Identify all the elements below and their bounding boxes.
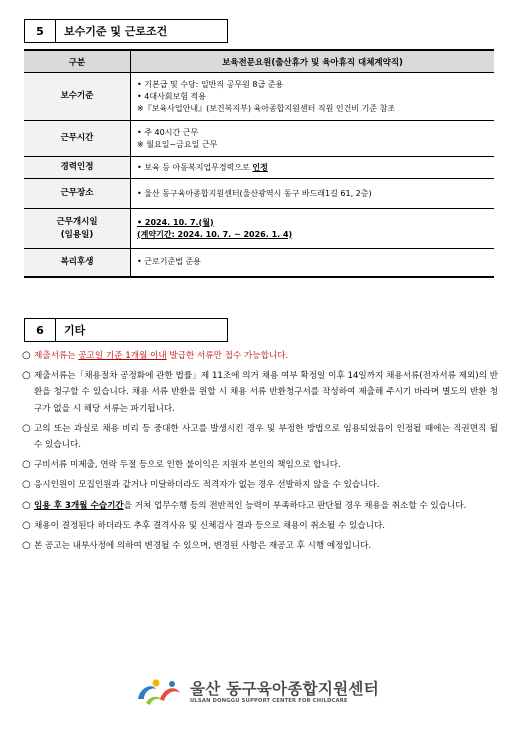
- note-text: 구비서류 미제출, 연락 두절 등으로 인한 불이익은 지원자 본인의 책임으로 합니다.: [34, 460, 341, 471]
- logo-mark-icon: [134, 677, 184, 707]
- row-label: 복리후생: [24, 249, 131, 277]
- value-line: • 4대사회보험 적용: [137, 91, 494, 103]
- table-row: [24, 73, 494, 121]
- note-text: 제출서류는「채용절차 공정화에 관한 법률」제 11조에 의거 채용 여부 확정일 이후 14일까지 채용서류(전자서류 제외)의 반환을 청구할 수 있습니다. 채용 서류 반환을 원할 시 채용 서류 반환청구서를 작성하여 제출해 주시기 바라며 별도의 반환 청구가 없을 시 해당 서류는 파기됩니다.: [34, 371, 498, 414]
- note-text: 본 공고는 내부사정에 의하여 변경될 수 있으며, 변경된 사항은 재공고 후 시행 예정입니다.: [34, 541, 372, 552]
- note-text: [34, 498, 498, 514]
- circle-bullet-icon: ○: [22, 519, 31, 531]
- row-value: [131, 121, 495, 157]
- row-value: [131, 157, 495, 179]
- row-value: [131, 179, 495, 209]
- table-row: [24, 249, 494, 277]
- header-position: 보육전문요원(출산휴가 및 육아휴직 대체계약직): [131, 50, 495, 73]
- list-item: [22, 518, 498, 534]
- value-line: • 주 40시간 근무: [137, 127, 494, 139]
- section-title: 보수기준 및 근로조건: [56, 19, 228, 43]
- value-line: • 기본급 및 수당: 일반직 공무원 8급 준용: [137, 79, 494, 91]
- section-6-heading: [24, 318, 228, 342]
- section-title: 기타: [56, 318, 228, 342]
- value-line: ※『보육사업안내』(보건복지부) 육아종합지원센터 직원 인건비 기준 참조: [137, 103, 396, 113]
- note-text: 응시인원이 모집인원과 같거나 미달하더라도 적격자가 없는 경우 선발하지 않을 수 있습니다.: [34, 480, 380, 491]
- note-text-part: 발급한 서류만 접수 가능합니다.: [166, 351, 289, 361]
- list-item: [22, 477, 498, 493]
- section-number: 5: [24, 19, 56, 43]
- value-underlined: 인정: [252, 162, 268, 172]
- section-5-heading: [24, 19, 228, 43]
- contract-period: (계약기간: 2024. 10. 7. ~ 2026. 1. 4): [137, 229, 293, 239]
- note-text: 고의 또는 과실로 채용 비리 등 중대한 사고를 발생시킨 경우 및 부정한 방법으로 임용되었음이 인정될 때에는 직권면직 될 수 있습니다.: [34, 423, 498, 451]
- row-label: [24, 209, 131, 249]
- label-line: 근무개시일: [56, 217, 98, 228]
- circle-bullet-icon: ○: [22, 370, 31, 382]
- table-row: [24, 157, 494, 179]
- list-item: [22, 538, 498, 554]
- conditions-table: [24, 49, 494, 278]
- note-text-part: 제출서류는: [34, 351, 79, 361]
- circle-bullet-icon: ○: [22, 350, 31, 361]
- value-line: ※ 월요일~금요일 근무: [137, 139, 218, 149]
- list-item: [22, 348, 498, 364]
- value-text: • 보육 등 아동복지업무경력으로: [137, 163, 252, 172]
- section-number: 6: [24, 318, 56, 342]
- note-text: 채용이 결정된다 하더라도 추후 결격사유 및 신체검사 결과 등으로 채용이 취소될 수 있습니다.: [34, 520, 385, 531]
- table-row: [24, 121, 494, 157]
- circle-bullet-icon: ○: [22, 499, 31, 511]
- circle-bullet-icon: ○: [22, 540, 31, 552]
- row-value: [131, 249, 495, 277]
- list-item: [22, 421, 498, 453]
- note-text: [34, 348, 498, 364]
- note-text-part: 을 거쳐 업무수행 등의 전반적인 능력이 부족하다고 판단될 경우 채용을 취소할 수 있습니다.: [123, 500, 467, 511]
- list-item: [22, 457, 498, 473]
- start-date: • 2024. 10. 7.(월): [137, 217, 494, 229]
- header-category: 구분: [24, 50, 131, 73]
- circle-bullet-icon: ○: [22, 459, 31, 471]
- note-emphasis: 공고일 기준 1개월 이내: [78, 351, 167, 361]
- table-row: [24, 209, 494, 249]
- circle-bullet-icon: ○: [22, 422, 31, 434]
- circle-bullet-icon: ○: [22, 479, 31, 491]
- row-label: 근무시간: [24, 121, 131, 157]
- table-header-row: [24, 50, 494, 73]
- note-emphasis: 임용 후 3개월 수습기간: [34, 500, 124, 511]
- center-logo: [134, 677, 379, 707]
- table-row: [24, 179, 494, 209]
- value-line: • 근로기준법 준용: [137, 256, 494, 268]
- label-line: (임용일): [60, 229, 94, 240]
- value-line: • 울산 동구육아종합지원센터(울산광역시 동구 바드래1길 61, 2층): [137, 188, 494, 200]
- notes-list: [22, 348, 498, 558]
- list-item: [22, 498, 498, 514]
- list-item: [22, 368, 498, 417]
- row-label: 경력인정: [24, 157, 131, 179]
- row-label: 근무장소: [24, 179, 131, 209]
- row-value: [131, 73, 495, 121]
- row-value: [131, 209, 495, 249]
- row-label: 보수기준: [24, 73, 131, 121]
- center-name-english: ULSAN DONGGU SUPPORT CENTER FOR CHILDCARE: [190, 698, 348, 704]
- center-name-korean: 울산 동구육아종합지원센터: [190, 680, 379, 698]
